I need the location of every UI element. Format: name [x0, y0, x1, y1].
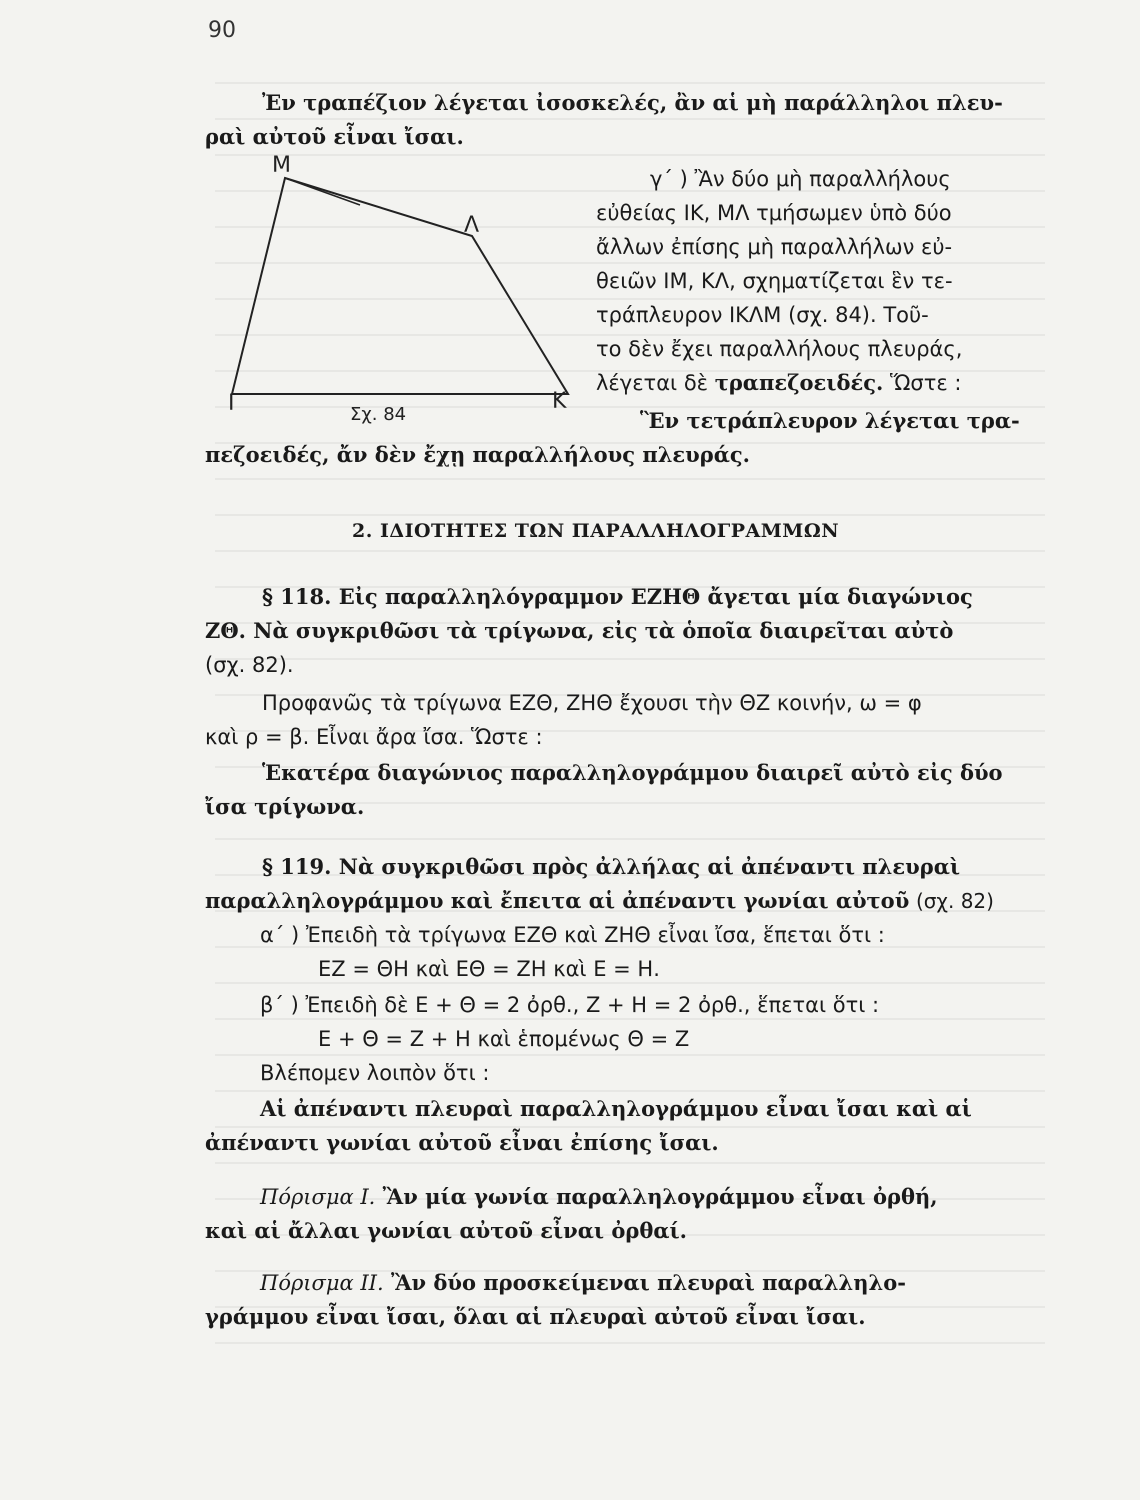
gamma-line-7-end: Ὥστε :	[883, 371, 962, 395]
section-heading: 2. ΙΔΙΟΤΗΤΕΣ ΤΩΝ ΠΑΡΑΛΛΗΛΟΓΡΑΜΜΩΝ	[352, 520, 840, 542]
corollary-2-line-2: γράμμου εἶναι ἴσαι, ὅλαι αἱ πλευραὶ αὐτοῦ εἶναι ἴσαι.	[205, 1304, 866, 1329]
corollary-1-line-2: καὶ αἱ ἄλλαι γωνίαι αὐτοῦ εἶναι ὀρθαί.	[205, 1218, 687, 1243]
p119-figure-ref: (σχ. 82)	[915, 889, 994, 913]
p118-line-1: § 118. Εἰς παραλληλόγραμμον ΕΖΗΘ ἄγεται μία διαγώνιος	[262, 584, 973, 609]
gamma-line-7-text: λέγεται δὲ	[596, 371, 715, 395]
definition-line-2: πεζοειδές, ἄν δὲν ἔχῃ παραλλήλους πλευράς.	[205, 442, 750, 467]
vertex-label-k: Κ	[552, 389, 567, 414]
p119-therefore: Βλέπομεν λοιπὸν ὅτι :	[260, 1061, 490, 1085]
p119-line-2-text: παραλληλογράμμου καὶ ἔπειτα αἱ ἀπέναντι γωνίαι αὐτοῦ	[205, 888, 910, 913]
p119-line-1: § 119. Νὰ συγκριθῶσι πρὸς ἀλλήλας αἱ ἀπέναντι πλευραὶ	[262, 854, 961, 879]
gamma-line-7	[596, 366, 962, 400]
p119-beta-1: β΄ ) Ἐπειδὴ δὲ Ε + Θ = 2 ὀρθ., Ζ + Η = 2 ὀρθ., ἕπεται ὅτι :	[260, 993, 880, 1017]
gamma-line-2: εὐθείας ΙΚ, ΜΛ τμήσωμεν ὑπὸ δύο	[596, 201, 952, 225]
figure-caption: Σχ. 84	[350, 404, 407, 425]
p119-conclusion-2: ἀπέναντι γωνίαι αὐτοῦ εἶναι ἐπίσης ἴσαι.	[205, 1130, 719, 1155]
corollary-1-text: Ἂν μία γωνία παραλληλογράμμου εἶναι ὀρθή,	[375, 1184, 938, 1209]
extension-line	[285, 178, 360, 205]
p118-conclusion-1: Ἑκατέρα διαγώνιος παραλληλογράμμου διαιρεῖ αὐτὸ εἰς δύο	[262, 760, 1003, 785]
p119-conclusion-1: Αἱ ἀπέναντι πλευραὶ παραλληλογράμμου εἶναι ἴσαι καὶ αἱ	[260, 1096, 972, 1121]
p119-beta-2: Ε + Θ = Ζ + Η καὶ ἑπομένως Θ = Ζ	[318, 1027, 690, 1051]
gamma-line-6: το δὲν ἔχει παραλλήλους πλευράς,	[596, 337, 963, 361]
term-trapezoid: τραπεζοειδές.	[714, 370, 884, 395]
gamma-line-1: γ΄ ) Ἂν δύο μὴ παραλλήλους	[650, 167, 951, 191]
p118-conclusion-2: ἴσα τρίγωνα.	[205, 794, 365, 819]
p119-alpha-1: α΄ ) Ἐπειδὴ τὰ τρίγωνα ΕΖΘ καὶ ΖΗΘ εἶναι ἴσα, ἕπεται ὅτι :	[260, 923, 885, 947]
corollary-2-text: Ἂν δύο προσκείμεναι πλευραὶ παραλληλο-	[383, 1270, 906, 1295]
gamma-line-5: τράπλευρον ΙΚΛΜ (σχ. 84). Τοῦ-	[596, 303, 929, 327]
gamma-line-4: θειῶν ΙΜ, ΚΛ, σχηματίζεται ἓν τε-	[596, 269, 953, 293]
vertex-label-m: Μ	[272, 153, 291, 178]
definition-line-1: Ἓν τετράπλευρον λέγεται τρα-	[640, 408, 1020, 433]
intro-line-2: ραὶ αὐτοῦ εἶναι ἴσαι.	[205, 124, 464, 149]
trapezoid-diagram	[200, 140, 590, 440]
p118-line-3: (σχ. 82).	[205, 653, 294, 677]
intro-line-1: Ἐν τραπέζιον λέγεται ἰσοσκελές, ἂν αἱ μὴ παράλληλοι πλευ-	[262, 90, 1003, 115]
p119-alpha-2: ΕΖ = ΘΗ καὶ ΕΘ = ΖΗ καὶ Ε = Η.	[318, 957, 660, 981]
p118-proof-1: Προφανῶς τὰ τρίγωνα ΕΖΘ, ΖΗΘ ἔχουσι τὴν ΘΖ κοινήν, ω = φ	[262, 691, 922, 715]
vertex-label-i: Ι	[228, 391, 235, 416]
quadrilateral-iklm	[232, 178, 568, 394]
p118-proof-2: καὶ ρ = β. Εἶναι ἄρα ἴσα. Ὥστε :	[205, 725, 543, 749]
figure-84	[200, 140, 590, 440]
vertex-label-l: Λ	[464, 213, 480, 238]
page-number: 90	[208, 18, 236, 43]
p119-line-2	[205, 884, 994, 918]
p118-line-2: ΖΘ. Νὰ συγκριθῶσι τὰ τρίγωνα, εἰς τὰ ὁποῖα διαιρεῖται αὐτὸ	[205, 618, 954, 643]
gamma-line-3: ἄλλων ἐπίσης μὴ παραλλήλων εὐ-	[596, 235, 953, 259]
corollary-2-label: Πόρισμα ΙΙ.	[260, 1271, 384, 1295]
corollary-1-label: Πόρισμα Ι.	[260, 1185, 376, 1209]
corollary-2-line-1	[260, 1266, 906, 1300]
corollary-1-line-1	[260, 1180, 938, 1214]
